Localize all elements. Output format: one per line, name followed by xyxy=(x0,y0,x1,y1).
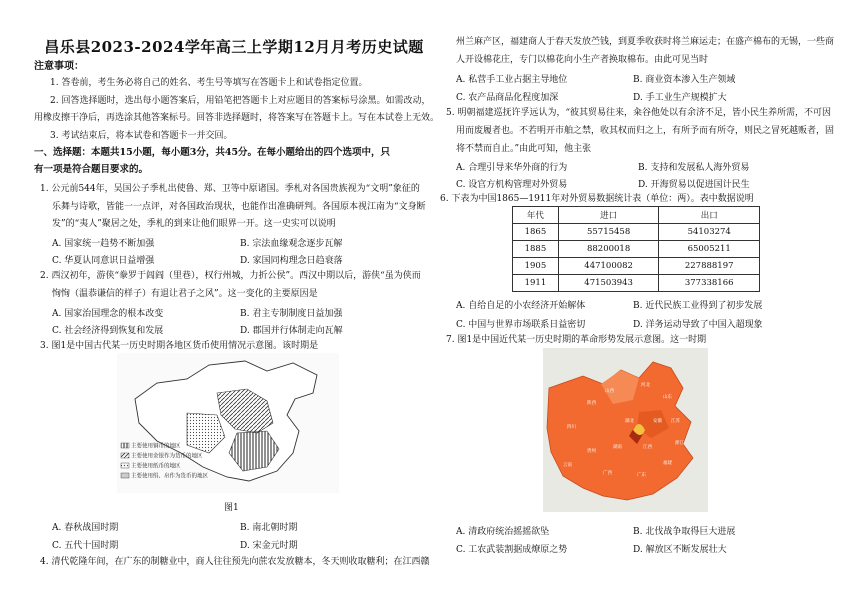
table-header-year: 年代 xyxy=(513,207,559,224)
q4-line-2: 州兰麻产区，福建商人于春天发放苎钱，到夏季收获时将兰麻运走；在盛产棉布的无锡，一些商 xyxy=(456,37,835,47)
map-label-sichuan: 四川 xyxy=(567,425,576,430)
table-row: 1911 471503943 377338166 xyxy=(513,275,760,292)
notice-item-3: 3. 考试结束后，将本试卷和答题卡一并交回。 xyxy=(50,131,233,141)
figure-1-caption: 图1 xyxy=(224,503,239,513)
section-heading-cont: 有一项是符合题目要求的。 xyxy=(34,164,149,175)
legend-paper: 主要使用纸币的地区 xyxy=(131,463,181,470)
legend-swatch-silver xyxy=(121,453,129,458)
q7-option-c: C. 工农武装割据成燎原之势 xyxy=(456,545,568,555)
q1-line-3: 发”的“夷人”聚居之处，季札的到来让他们眼界一开。这一史实可以说明 xyxy=(52,219,336,229)
table-header-row xyxy=(513,207,760,224)
revolution-map-figure xyxy=(543,348,708,512)
q6-option-d: D. 洋务运动导致了中国入超现象 xyxy=(633,320,763,330)
q1-option-a: A. 国家统一趋势不断加强 xyxy=(52,239,155,249)
q4-line-1: 4. 清代乾隆年间，在广东的制糖业中，商人往往预先向蔗农发放糖本，冬天则收取糖利；在江西赣 xyxy=(40,557,430,567)
q5-line-3: 将不禁而自止。”由此可知，他主张 xyxy=(456,144,592,154)
map-label-anhui: 安徽 xyxy=(653,419,662,424)
q5-option-d: D. 开海贸易以促进国计民生 xyxy=(638,180,750,190)
map-label-zhejiang: 浙江 xyxy=(675,441,684,446)
q2-option-d: D. 郡国并行体制走向瓦解 xyxy=(240,326,343,336)
map-label-jiangsu: 江苏 xyxy=(671,419,680,424)
q3-option-a: A. 春秋战国时期 xyxy=(52,523,119,533)
table-row: 1865 55715458 54103274 xyxy=(513,224,760,241)
table-row: 1905 447100082 227888197 xyxy=(513,258,760,275)
legend-swatch-copper xyxy=(121,443,129,448)
q1-line-2: 乐舞与诗歌，皆能一一点评，对各国政治现状，也能作出准确研判。各国原本视江南为“文身断 xyxy=(52,202,426,212)
q7-line-1: 7. 图1是中国近代某一历史时期的革命形势发展示意图。这一时期 xyxy=(446,335,707,345)
trade-data-table xyxy=(512,206,760,292)
table-row: 1885 88200018 65005211 xyxy=(513,241,760,258)
q5-line-1: 5. 明朝福建巡抚许孚远认为，“彼其贸易往来，籴谷他处以有余济不足，皆小民生养所需，不可因 xyxy=(446,108,832,118)
map-label-hubei: 湖北 xyxy=(625,419,634,424)
exam-title: 昌乐县2023-2024学年高三上学期12月月考历史试题 xyxy=(44,38,424,56)
q6-option-a: A. 自给自足的小农经济开始解体 xyxy=(456,301,586,311)
map-label-jiangxi: 江西 xyxy=(643,445,652,450)
q4-line-3: 人开设棉花庄，专门以棉花向小生产者换取棉布。由此可见当时 xyxy=(456,55,709,65)
q3-option-c: C. 五代十国时期 xyxy=(52,541,119,551)
legend-copper: 主要使用铜币的地区 xyxy=(131,443,181,450)
q4-option-d: D. 手工业生产规模扩大 xyxy=(633,93,727,103)
legend-swatch-silk xyxy=(121,473,129,478)
q7-option-b: B. 北伐战争取得巨大进展 xyxy=(633,527,736,537)
q2-option-c: C. 社会经济得到恢复和发展 xyxy=(52,326,164,336)
q1-option-c: C. 华夏认同意识日益增强 xyxy=(52,256,155,266)
notice-item-2-cont: 用橡皮擦干净后，再选涂其他答案标号。回答非选择题时，将答案写在答题卡上。写在本试卷上无效。 xyxy=(34,113,440,123)
legend-silk: 主要使用绢、帛作为货币的地区 xyxy=(131,473,209,480)
q2-option-a: A. 国家治国理念的根本改变 xyxy=(52,309,164,319)
q2-line-2: 恂恂（温恭谦信的样子）有退让君子之风”。这一变化的主要原因是 xyxy=(52,289,318,299)
map-label-hunan: 湖南 xyxy=(613,445,622,450)
q7-option-d: D. 解放区不断发展壮大 xyxy=(633,545,727,555)
table-header-import: 进口 xyxy=(558,207,659,224)
currency-map-figure xyxy=(117,353,339,493)
q1-option-b: B. 宗法血缘观念逐步瓦解 xyxy=(240,239,343,249)
q3-line-1: 3. 图1是中国古代某一历史时期各地区货币使用情况示意图。该时期是 xyxy=(40,341,319,351)
q6-option-c: C. 中国与世界市场联系日益密切 xyxy=(456,320,586,330)
q4-option-c: C. 农产品商品化程度加深 xyxy=(456,93,559,103)
notice-item-1: 1. 答卷前，考生务必将自己的姓名、考生号等填写在答题卡上和试卷指定位置。 xyxy=(50,78,368,88)
legend-silver: 主要使用金银作为货币的地区 xyxy=(131,453,203,460)
map-label-hebei: 河北 xyxy=(641,383,650,388)
q7-option-a: A. 清政府统治摇摇欲坠 xyxy=(456,527,550,537)
table-header-export: 出口 xyxy=(659,207,760,224)
map-label-guangxi: 广西 xyxy=(603,471,612,476)
section-heading: 一、选择题：本题共15小题，每小题3分，共45分。在每小题给出的四个选项中，只 xyxy=(34,147,391,158)
q1-option-d: D. 家国同构理念日趋衰落 xyxy=(240,256,343,266)
map-label-fujian: 福建 xyxy=(663,461,672,466)
q1-line-1: 1. 公元前544年，吴国公子季札出使鲁、郑、卫等中原诸国。季札对各国贵族视为“文明”象征的 xyxy=(40,184,420,194)
q5-line-2: 用而废履者也。不若明开市舶之禁，收其权而归之上，有所予而有所夺，则民之冒死越贩者，固 xyxy=(456,126,835,136)
map-label-guizhou: 贵州 xyxy=(587,449,596,454)
q5-option-a: A. 合理引导来华外商的行为 xyxy=(456,163,568,173)
q2-line-1: 2. 西汉初年，游侠“豢罗于闾阎（里巷），权行州城，力折公侯”。西汉中期以后，游侠“虽为侠而 xyxy=(40,271,421,281)
map-label-guangdong: 广东 xyxy=(637,473,646,478)
q4-option-a: A. 私营手工业占据主导地位 xyxy=(456,75,568,85)
q2-option-b: B. 君主专制制度日益加强 xyxy=(240,309,343,319)
q6-line-1: 6. 下表为中国1865—1911年对外贸易数据统计表（单位：两）。表中数据说明 xyxy=(440,194,754,204)
q5-option-b: B. 支持和发展私人海外贸易 xyxy=(638,163,750,173)
q3-option-b: B. 南北朝时期 xyxy=(240,523,298,533)
q6-option-b: B. 近代民族工业得到了初步发展 xyxy=(633,301,763,311)
map-label-shanxi: 山西 xyxy=(605,389,614,394)
q3-option-d: D. 宋金元时期 xyxy=(240,541,298,551)
legend-swatch-paper xyxy=(121,463,129,468)
q4-option-b: B. 商业资本渗入生产领域 xyxy=(633,75,736,85)
map-label-shaanxi: 陕西 xyxy=(587,401,596,406)
map-label-shandong: 山东 xyxy=(663,395,672,400)
notice-item-2: 2. 回答选择题时，选出每小题答案后，用铅笔把答题卡上对应题目的答案标号涂黑。如需改动， xyxy=(50,96,431,106)
notice-heading: 注意事项： xyxy=(34,61,84,72)
map-label-yunnan: 云南 xyxy=(563,463,572,468)
q5-option-c: C. 设官方机构管理对外贸易 xyxy=(456,180,568,190)
